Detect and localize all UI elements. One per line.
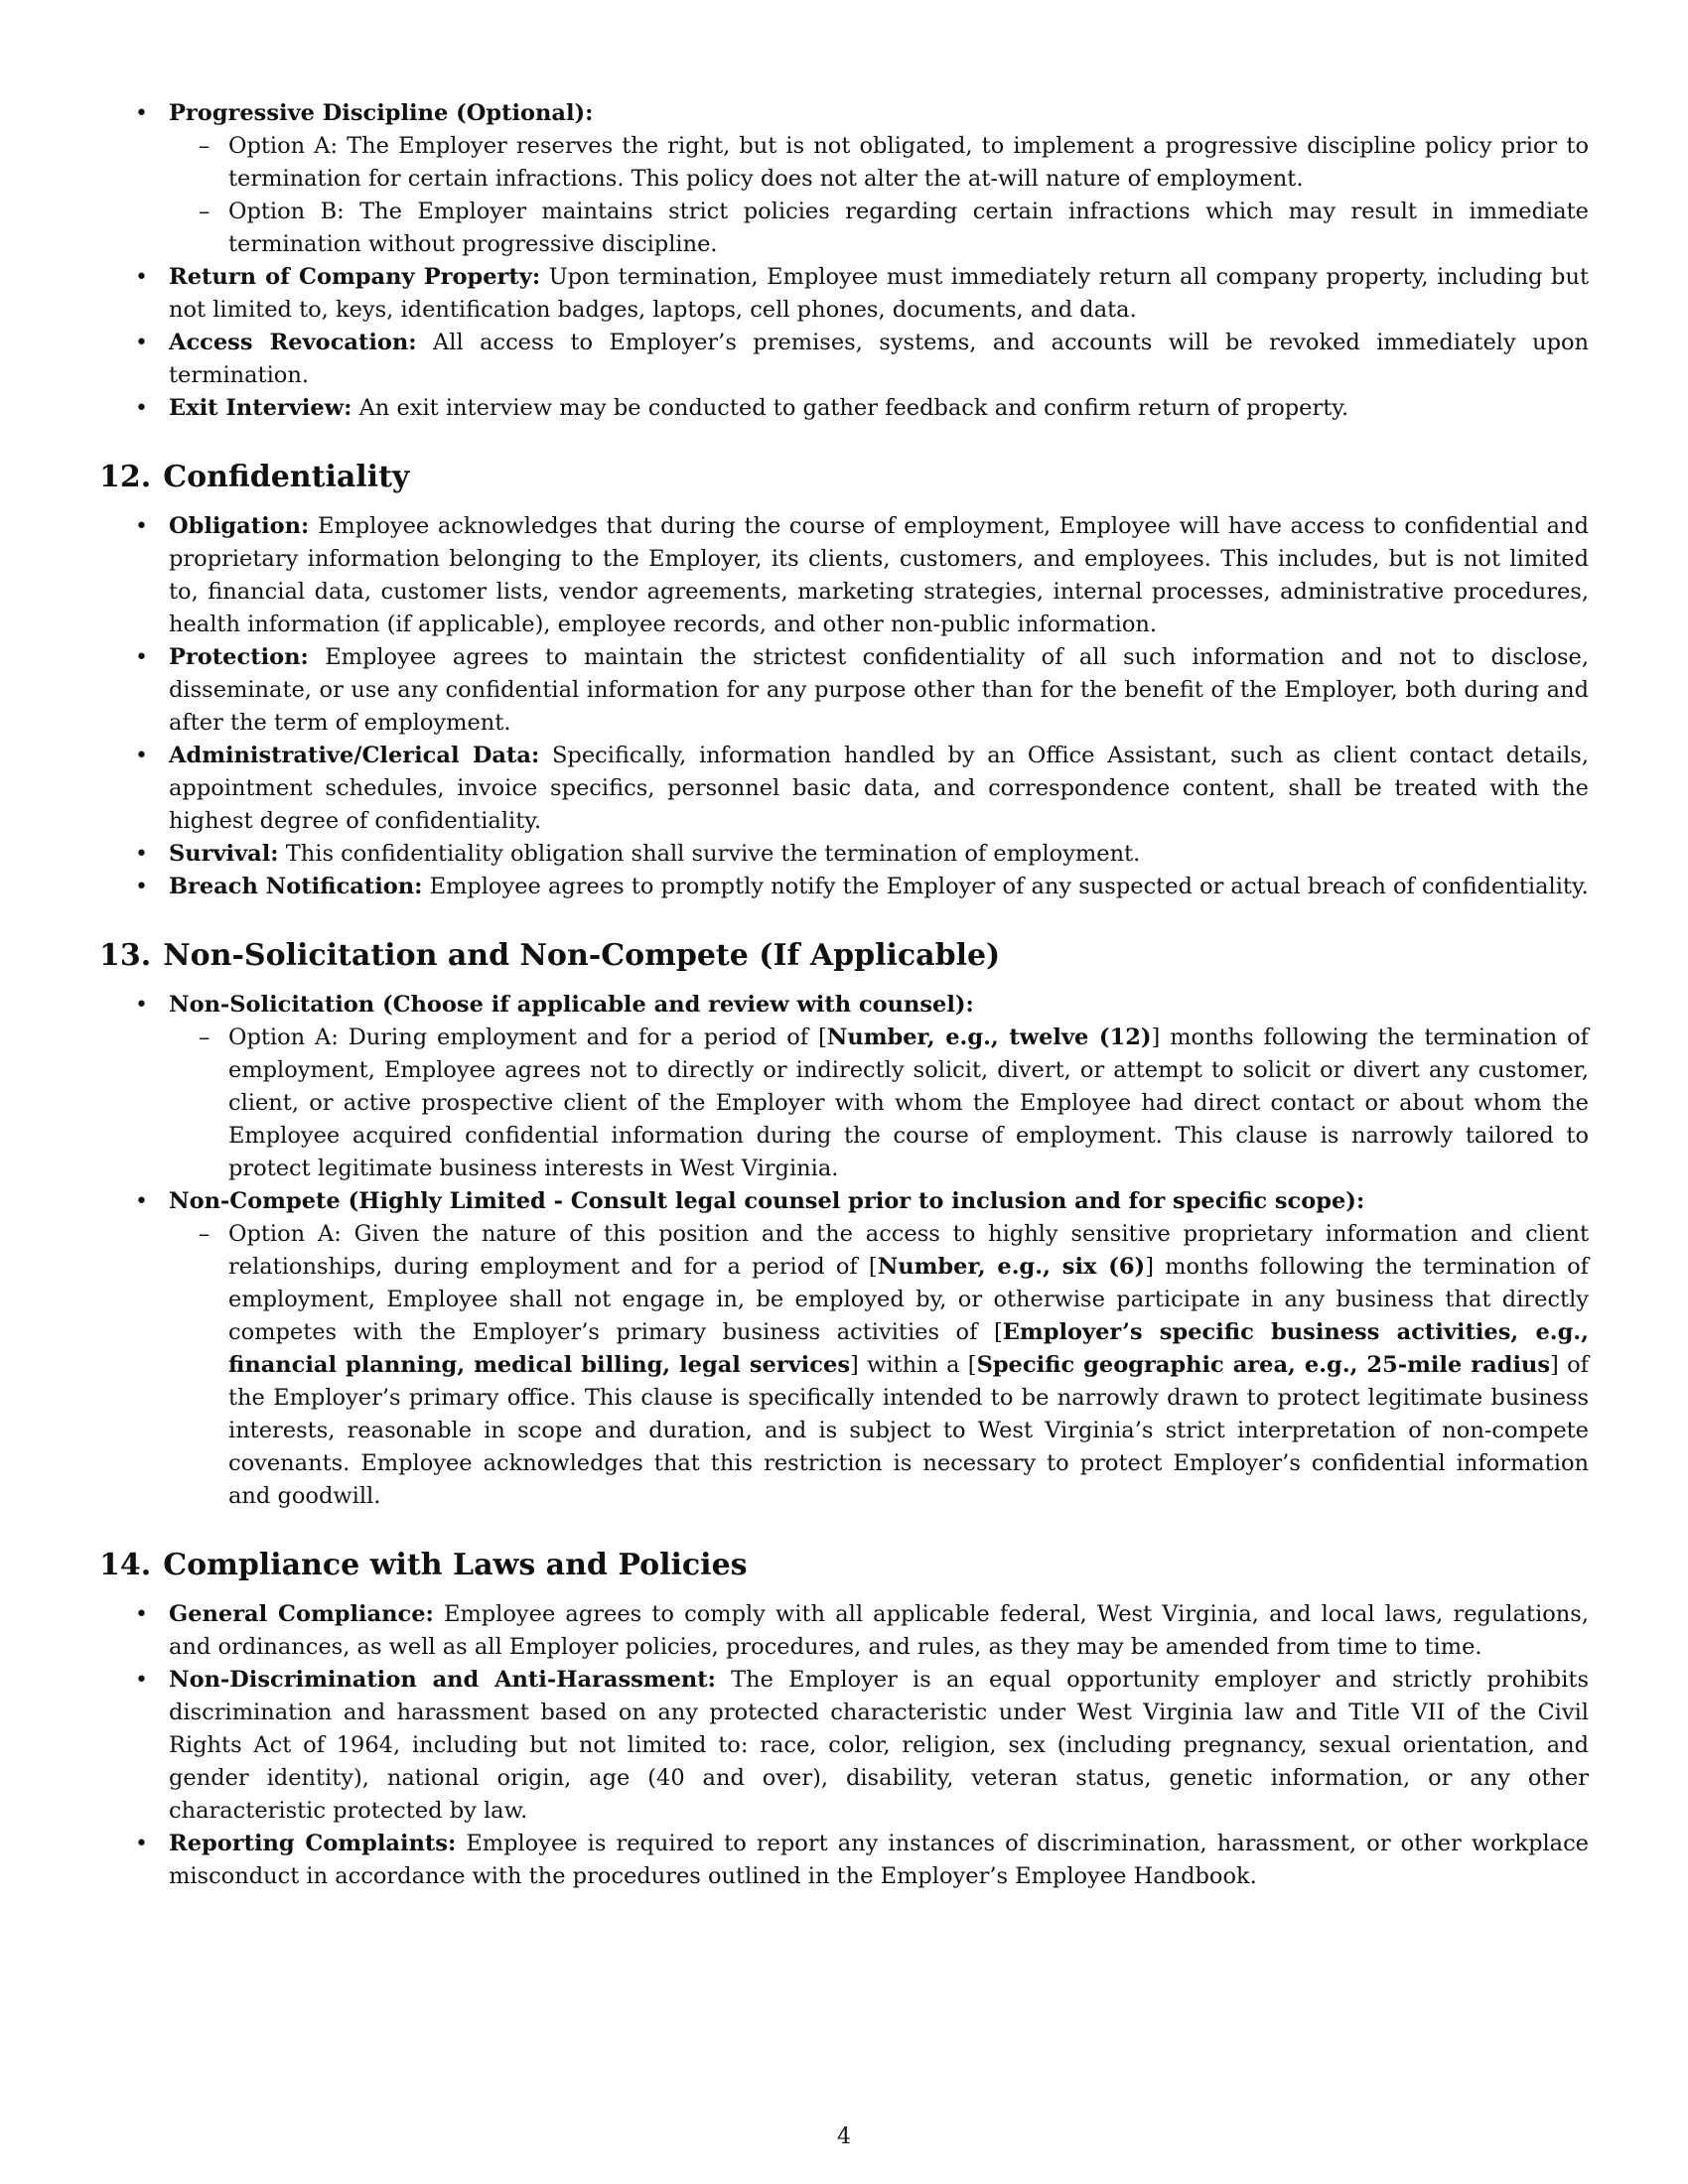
item-label: Administrative/Clerical Data: <box>169 743 540 768</box>
list-item <box>99 871 1589 903</box>
list-item <box>99 261 1589 327</box>
item-label: Progressive Discipline (Optional): <box>169 100 594 126</box>
option-text: ] months following the termination of employment, Employee agrees not to directly or indirectly solicit, divert, or attempt to solicit or divert any customer, client, or active prospective client of the Employer with whom the Employee had direct contact or about whom the Employee acquired confidential information during the course of employment. This clause is narrowly tailored to protect legitimate business interests in West Virginia. <box>228 1024 1589 1181</box>
option-text: ] within a [ <box>849 1352 977 1378</box>
item-label: Obligation: <box>169 513 310 539</box>
item-text: Employee agrees to comply with all applicable federal, West Virginia, and local laws, regulations, and ordinances, as well as all Employer policies, procedures, and rules, as they may be amended from time to time. <box>169 1601 1589 1660</box>
item-label: Protection: <box>169 644 309 670</box>
confidentiality-list <box>99 510 1589 903</box>
document-page <box>99 97 1589 1893</box>
section-number: 13. <box>99 938 152 973</box>
section-heading-compliance <box>99 1547 1589 1584</box>
section-number: 14. <box>99 1548 152 1582</box>
termination-list <box>99 97 1589 425</box>
option-text: Option A: During employment and for a period of [ <box>228 1024 827 1050</box>
item-label: Survival: <box>169 841 279 867</box>
item-text: Upon termination, Employee must immediately return all company property, including but not limited to, keys, identification badges, laptops, cell phones, documents, and data. <box>169 264 1589 323</box>
option-item: – Option A: The Employer reserves the right, but is not obligated, to implement a progressive discipline policy prior to termination for certain infractions. This policy does not alter the at-will nature of employment. <box>169 130 1589 196</box>
section-title: Compliance with Laws and Policies <box>163 1548 748 1582</box>
item-label: Return of Company Property: <box>169 264 541 290</box>
option-placeholder: Specific geographic area, e.g., 25-mile radius <box>976 1352 1551 1378</box>
item-label: Non-Compete (Highly Limited - Consult legal counsel prior to inclusion and for specific scope): <box>169 1188 1365 1214</box>
item-label: Exit Interview: <box>169 395 352 421</box>
non-compete-list <box>99 989 1589 1513</box>
list-item <box>99 510 1589 641</box>
item-label: Breach Notification: <box>169 874 423 899</box>
item-text: Employee agrees to maintain the strictest confidentiality of all such information and not to disclose, disseminate, or use any confidential information for any purpose other than for the benefit of the Employer, both during and after the term of employment. <box>169 644 1589 736</box>
list-item <box>99 641 1589 740</box>
item-label: Reporting Complaints: <box>169 1831 457 1856</box>
item-text: An exit interview may be conducted to gather feedback and confirm return of property. <box>358 395 1349 421</box>
item-text: Employee acknowledges that during the course of employment, Employee will have access to confidential and proprietary information belonging to the Employer, its clients, customers, and employees. This includes, but is not limited to, financial data, customer lists, vendor agreements, marketing strategies, internal processes, administrative procedures, health information (if applicable), employee records, and other non-public information. <box>169 513 1589 637</box>
item-text: All access to Employer’s premises, systems, and accounts will be revoked immediately upon termination. <box>169 330 1590 388</box>
option-item: – Option B: The Employer maintains strict policies regarding certain infractions which may result in immediate termination without progressive discipline. <box>169 196 1589 261</box>
sub-list <box>169 1218 1589 1513</box>
page-number: 4 <box>837 2124 851 2149</box>
list-item <box>99 392 1589 425</box>
section-title: Non-Solicitation and Non-Compete (If Applicable) <box>163 938 1001 973</box>
list-item <box>99 1185 1589 1513</box>
item-label: General Compliance: <box>169 1601 434 1627</box>
list-item <box>99 327 1589 392</box>
list-item <box>99 97 1589 261</box>
item-label: Non-Solicitation (Choose if applicable and review with counsel): <box>169 992 974 1018</box>
item-label: Non-Discrimination and Anti-Harassment: <box>169 1667 716 1693</box>
option-item <box>169 1022 1589 1185</box>
item-text: Employee is required to report any instances of discrimination, harassment, or other workplace misconduct in accordance with the procedures outlined in the Employer’s Employee Handbook. <box>169 1831 1589 1889</box>
section-heading-confidentiality <box>99 459 1589 496</box>
item-text: The Employer is an equal opportunity employer and strictly prohibits discrimination and harassment based on any protected characteristic under West Virginia law and Title VII of the Civil Rights Act of 1964, including but not limited to: race, color, religion, sex (including pregnancy, sexual orientation, and gender identity), national origin, age (40 and over), disability, veteran status, genetic information, or any other characteristic protected by law. <box>169 1667 1589 1824</box>
section-title: Confidentiality <box>163 460 410 494</box>
list-item <box>99 838 1589 871</box>
list-item <box>99 740 1589 838</box>
item-text: This confidentiality obligation shall survive the termination of employment. <box>285 841 1141 867</box>
option-text: ] of the Employer’s primary office. This clause is specifically intended to be narrowly drawn to protect legitimate business interests, reasonable in scope and duration, and is subject to West Virginia’s strict interpretation of non-compete covenants. Employee acknowledges that this restriction is necessary to protect Employer’s confidential information and goodwill. <box>228 1352 1589 1509</box>
section-heading-non-compete <box>99 937 1589 975</box>
item-text: Employee agrees to promptly notify the Employer of any suspected or actual breach of confidentiality. <box>429 874 1589 899</box>
list-item <box>99 989 1589 1185</box>
option-text: Option A: Given the nature of this position and the access to highly sensitive proprietary information and client relationships, during employment and for a period of [ <box>228 1221 1589 1280</box>
sub-list <box>169 1022 1589 1185</box>
item-text: Specifically, information handled by an Office Assistant, such as client contact details, appointment schedules, invoice specifics, personnel basic data, and correspondence content, shall be treated with the highest degree of confidentiality. <box>169 743 1589 834</box>
item-label: Access Revocation: <box>169 330 417 355</box>
option-placeholder: Number, e.g., twelve (12) <box>826 1024 1152 1050</box>
option-placeholder: Number, e.g., six (6) <box>877 1254 1146 1280</box>
option-text: ] months following the termination of employment, Employee shall not engage in, be employed by, or otherwise participate in any business that directly competes with the Employer’s primary business activities of [ <box>228 1254 1589 1345</box>
compliance-list <box>99 1598 1589 1893</box>
section-number: 12. <box>99 460 152 494</box>
list-item <box>99 1828 1589 1893</box>
list-item <box>99 1664 1589 1828</box>
sub-list <box>169 130 1589 261</box>
option-item <box>169 1218 1589 1513</box>
option-placeholder: Employer’s specific business activities, e.g., financial planning, medical billing, legal services <box>228 1319 1589 1378</box>
list-item <box>99 1598 1589 1664</box>
